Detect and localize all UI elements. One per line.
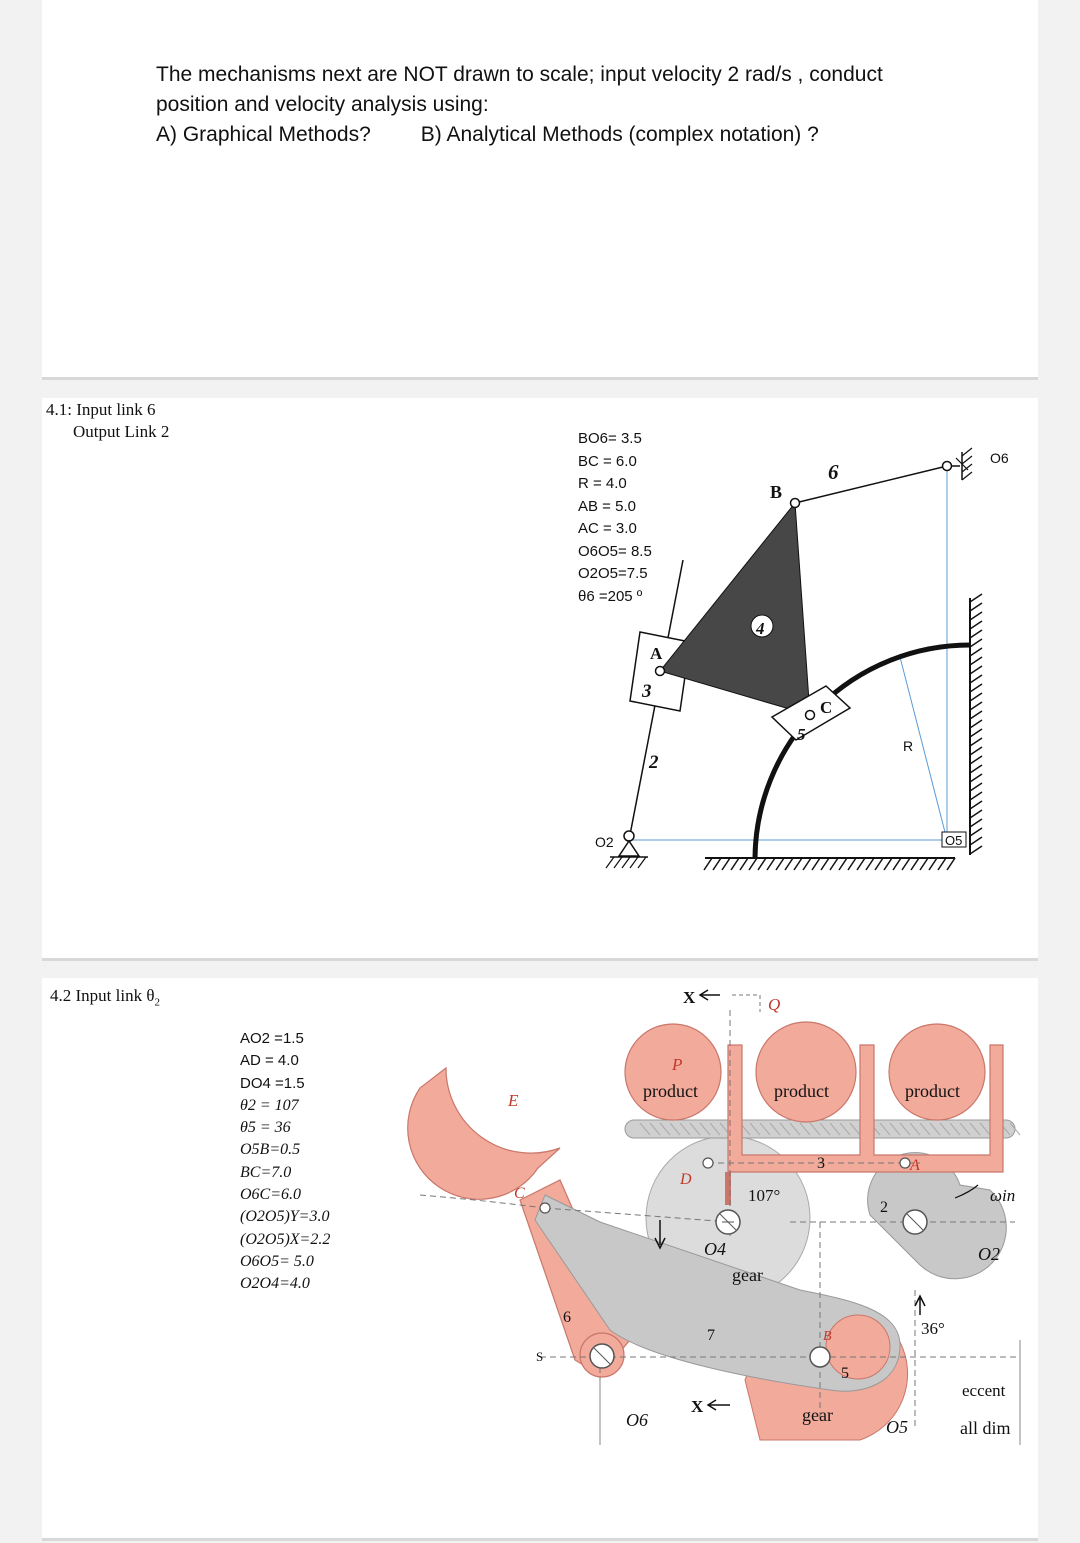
label-gear-1: gear [732,1265,763,1285]
dimension-item: O5B=0.5 [240,1141,301,1159]
label-P: P [672,1055,683,1074]
product-2 [756,1022,856,1122]
fork-link [408,1068,560,1199]
label-C: C [514,1185,525,1202]
dimension-item: AD = 4.0 [240,1052,299,1070]
label-link-3: 3 [642,681,652,702]
dimension-item: θ6 =205 º [578,587,643,605]
label-A: A [910,1157,920,1174]
eccentric-5 [826,1315,890,1379]
label-link-2: 2 [649,752,659,773]
label-angle-107: 107° [748,1186,781,1205]
page-divider [42,958,1038,961]
label-B: B [770,482,783,502]
statement-methods [156,120,883,150]
mechanism-figure-4-2 [0,978,1080,1538]
label-all-dim: all dim [960,1418,1011,1438]
label-product-3: product [905,1081,960,1101]
label-omega-in: ωin [990,1186,1016,1205]
dimension-item: θ2 = 107 [240,1096,299,1114]
label-link-2: 2 [880,1199,888,1216]
joint-A [900,1158,910,1168]
label-link-5: 5 [797,725,806,744]
dimension-item: BC = 6.0 [578,452,637,470]
label-C: C [820,698,833,717]
method-b: B) Analytical Methods (complex notation) ? [420,123,819,146]
page-divider [42,377,1038,380]
ground-hatch [704,858,955,870]
dimension-item: BO6= 3.5 [578,430,642,447]
wall-hatch [970,594,982,854]
label-Q: Q [768,995,781,1014]
dimension-item: O6C=6.0 [240,1186,302,1204]
mechanism-figure-4-1 [0,398,1080,958]
label-angle-36: 36° [921,1319,945,1338]
pivot-O2-support [619,841,639,856]
label-eccent: eccent [962,1381,1006,1400]
dimension-item: (O2O5)Y=3.0 [240,1208,330,1226]
dimension-item: R = 4.0 [578,475,627,492]
statement-line-2: position and velocity analysis using: [156,93,489,116]
dimension-item: O6O5= 8.5 [578,542,652,560]
dimension-item: O6O5= 5.0 [240,1252,314,1270]
x-arrow-icon [700,990,720,1000]
joint-B [791,499,800,508]
label-O2: O2 [978,1244,1000,1264]
label-product-2: product [774,1081,829,1101]
dimension-item: O2O4=4.0 [240,1275,310,1293]
label-link-3: 3 [817,1155,825,1172]
dimension-item: BC=7.0 [240,1163,292,1181]
dimension-item: (O2O5)X=2.2 [240,1230,331,1248]
problem-4-1-title: 4.1: Input link 6 [46,400,156,419]
label-D: D [680,1171,692,1188]
dimension-item: AC = 3.0 [578,520,637,537]
joint-D [703,1158,713,1168]
label-E: E [508,1091,519,1110]
label-link-4: 4 [756,619,765,638]
label-O5: O5 [886,1417,908,1437]
pivot-O6-hatch [956,448,972,480]
statement-line-1: The mechanisms next are NOT drawn to scale; input velocity 2 rad/s , conduct [156,63,883,86]
label-R: R [903,738,914,754]
label-S: S [536,1349,544,1364]
label-O2: O2 [595,834,614,850]
label-link-6: 6 [828,460,839,484]
label-O6: O6 [990,450,1009,466]
product-3 [889,1024,985,1120]
problem-4-2-title: 4.2 Input link $\theta_2$ [50,986,160,1009]
dimension-item: θ5 = 36 [240,1119,291,1137]
label-B: B [823,1329,832,1344]
arrow-icon [915,1296,925,1315]
label-product-1: product [643,1081,698,1101]
label-gear-2: gear [802,1405,833,1425]
pivot-O2 [624,831,634,841]
problem-4-1-subtitle: Output Link 2 [73,422,170,441]
joint-A [656,667,665,676]
pivot-O2-hatch [606,857,646,868]
link-6 [795,466,947,503]
dimension-item: AB = 5.0 [578,497,636,515]
pivot-O6 [943,462,952,471]
label-O6: O6 [626,1410,648,1430]
conveyor-belt [625,1120,1015,1138]
intro-page [42,0,1038,377]
label-link-6: 6 [563,1309,571,1326]
label-O5: O5 [945,833,963,848]
joint-C [540,1203,550,1213]
dimension-item: DO4 =1.5 [240,1074,305,1092]
page-divider [42,1538,1038,1541]
problem-statement [156,60,883,150]
x-arrow-icon [708,1400,730,1410]
label-O4: O4 [704,1239,726,1259]
method-a: A) Graphical Methods? [156,123,371,146]
label-link-5: 5 [841,1365,849,1382]
joint-C [806,711,815,720]
pivot-O5 [810,1347,830,1367]
dimension-item: AO2 =1.5 [240,1030,304,1047]
label-X-top: X [683,988,696,1007]
label-X-bottom: X [691,1397,704,1416]
dimension-item: O2O5=7.5 [578,565,648,582]
label-A: A [650,644,663,663]
label-link-7: 7 [707,1327,715,1344]
